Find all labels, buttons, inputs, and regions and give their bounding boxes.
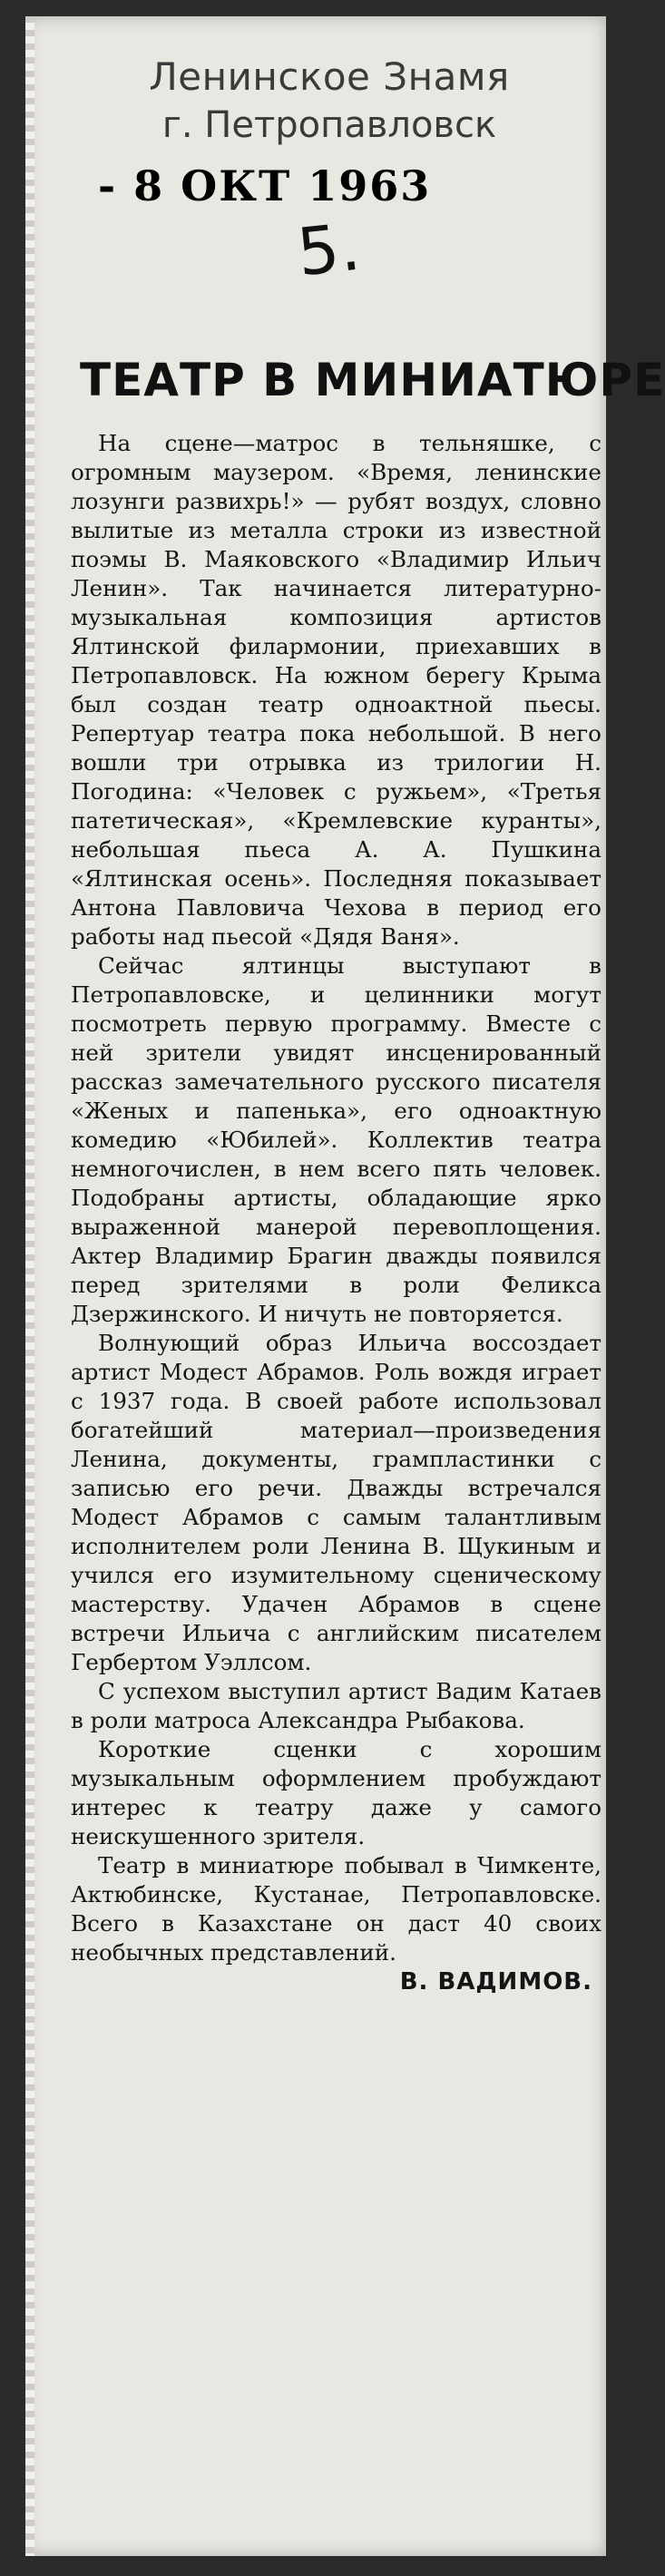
handwritten-page-number: 5. (293, 208, 364, 291)
article-byline: В. ВАДИМОВ. (399, 1968, 592, 1995)
article-paragraph: Короткие сценки с хорошим музыкальным оформлением пробуждают интерес к театру даже у самого неискушенного зрителя. (71, 1736, 601, 1849)
article-paragraph: На сцене—матрос в тельняшке, с огромным маузером. «Время, ленинские лозунги развихрь!» — рубят воздух, словно вылитые из металла строки из известной поэмы В. Маяковского «Владимир Ильич Ленин». Так начинается литературно-музыкальная композиция артистов Ялтинской филармонии, приехавших в Петропавловск. На южном берегу Крыма был создан театр одноактной пьесы. Репертуар театра пока небольшой. В него вошли три отрывка из трилогии Н. Погодина: «Человек с ружьем», «Третья патетическая», «Кремлевские куранты», небольшая пьеса А. А. Пушкина «Ялтинская осень». Последняя показывает Антона Павловича Чехова в период его работы над пьесой «Дядя Ваня». (71, 430, 601, 950)
article-paragraph: Волнующий образ Ильича воссоздает артист Модест Абрамов. Роль вождя играет с 1937 года. В своей работе использовал богатейший материал—произведения Ленина, документы, грампластинки с записью его речи. Дважды встречался Модест Абрамов с самым талантливым исполнителем роли Ленина В. Щукиным и учился его изумительному сценическому мастерству. Удачен Абрамов в сцене встречи Ильича с английским писателем Гербертом Уэллсом. (71, 1330, 601, 1675)
article-paragraph: Сейчас ялтинцы выступают в Петропавловске, и целинники могут посмотреть первую программу. Вместе с ней зрители увидят инсценированный рассказ замечательного русского писателя «Женых и папенька», его одноактную комедию «Юбилей». Коллектив театра немногочислен, в нем всего пять человек. Подобраны артисты, обладающие ярко выраженной манерой перевоплощения. Актер Владимир Брагин дважды появился перед зрителями в роли Феликса Дзержинского. И ничуть не повторяется. (71, 952, 601, 1327)
article-paragraph: Театр в миниатюре побывал в Чимкенте, Актюбинске, Кустанае, Петропавловске. Всего в Казахстане он даст 40 своих необычных представлений. (71, 1852, 601, 1966)
newspaper-clipping (25, 16, 665, 2556)
stamp-date: - 8 ОКТ 1963 (98, 161, 432, 210)
article-body (71, 429, 601, 1996)
article-paragraph: С успехом выступил артист Вадим Катаев в роли матроса Александра Рыбакова. (71, 1678, 601, 1733)
torn-edge (25, 16, 34, 2556)
stamp-city: г. Петропавловск (161, 104, 497, 147)
archive-stamp (116, 54, 543, 147)
article-title: ТЕАТР В МИНИАТЮРЕ (80, 354, 665, 406)
stamp-newspaper-name: Ленинское Знамя (149, 54, 510, 99)
